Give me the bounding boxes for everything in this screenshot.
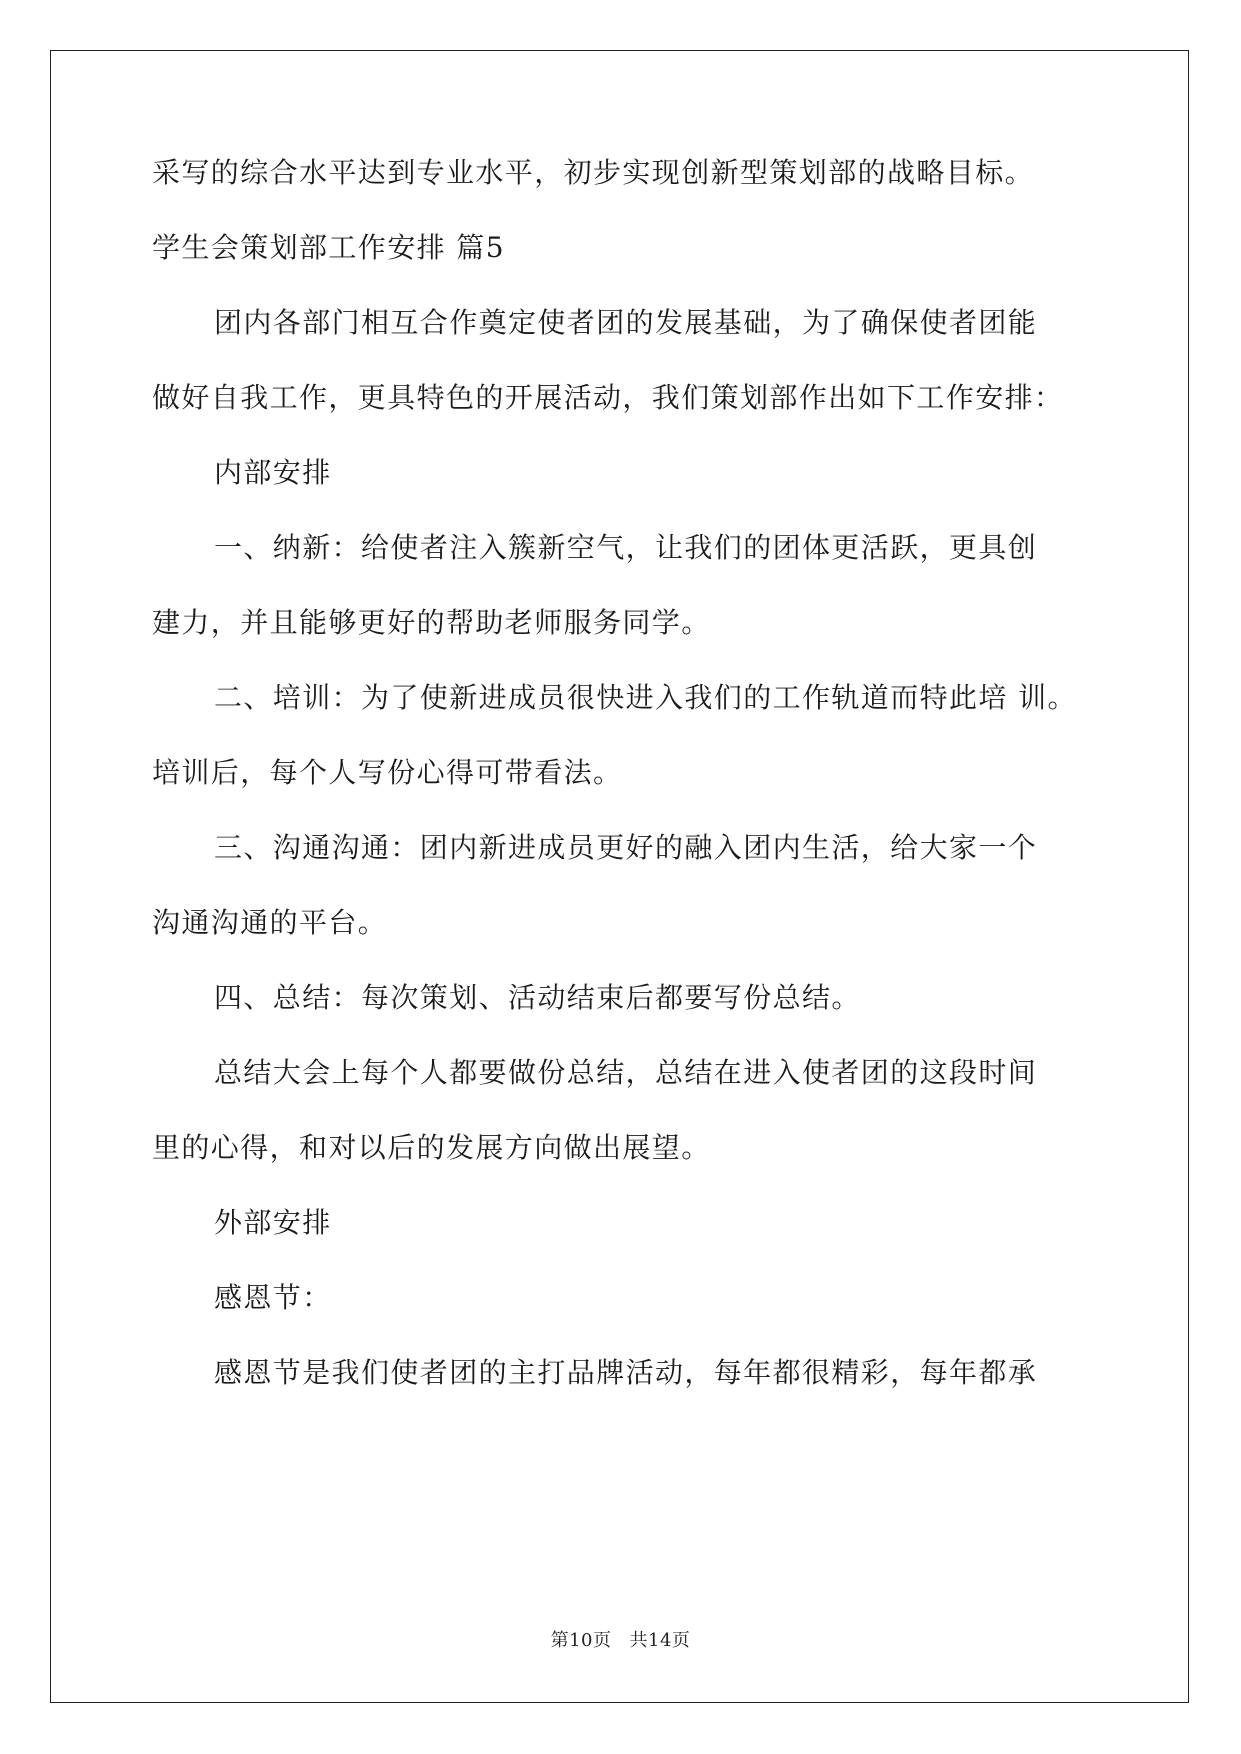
text-line: 采写的综合水平达到专业水平，初步实现创新型策划部的战略目标。 [152,156,1035,189]
page-number-current: 第10页 [550,1630,612,1651]
subheading-internal: 内部安排 [214,456,332,489]
text-line: 沟通沟通的平台。 [152,906,388,939]
text-line: 四、总结：每次策划、活动结束后都要写份总结。 [214,981,861,1014]
page-border [50,50,1189,1703]
subheading-thanksgiving: 感恩节： [214,1281,332,1314]
text-line: 总结大会上每个人都要做份总结，总结在进入使者团的这段时间 [214,1056,1038,1089]
page-footer [0,1629,1241,1653]
text-line: 培训后，每个人写份心得可带看法。 [152,756,623,789]
text-line: 里的心得，和对以后的发展方向做出展望。 [152,1131,711,1164]
text-line: 感恩节是我们使者团的主打品牌活动，每年都很精彩，每年都承 [214,1356,1038,1389]
text-line: 做好自我工作，更具特色的开展活动，我们策划部作出如下工作安排： [152,381,1064,414]
page-number-total: 共14页 [629,1630,691,1651]
text-line: 三、沟通沟通：团内新进成员更好的融入团内生活，给大家一个 [214,831,1038,864]
subheading-external: 外部安排 [214,1206,332,1239]
text-line: 团内各部门相互合作奠定使者团的发展基础，为了确保使者团能 [214,306,1038,339]
section-heading: 学生会策划部工作安排 篇5 [152,231,505,264]
text-line: 一、纳新：给使者注入簇新空气，让我们的团体更活跃，更具创 [214,531,1038,564]
text-line: 建力，并且能够更好的帮助老师服务同学。 [152,606,711,639]
text-line: 二、培训：为了使新进成员很快进入我们的工作轨道而特此培 训。 [214,681,1077,714]
